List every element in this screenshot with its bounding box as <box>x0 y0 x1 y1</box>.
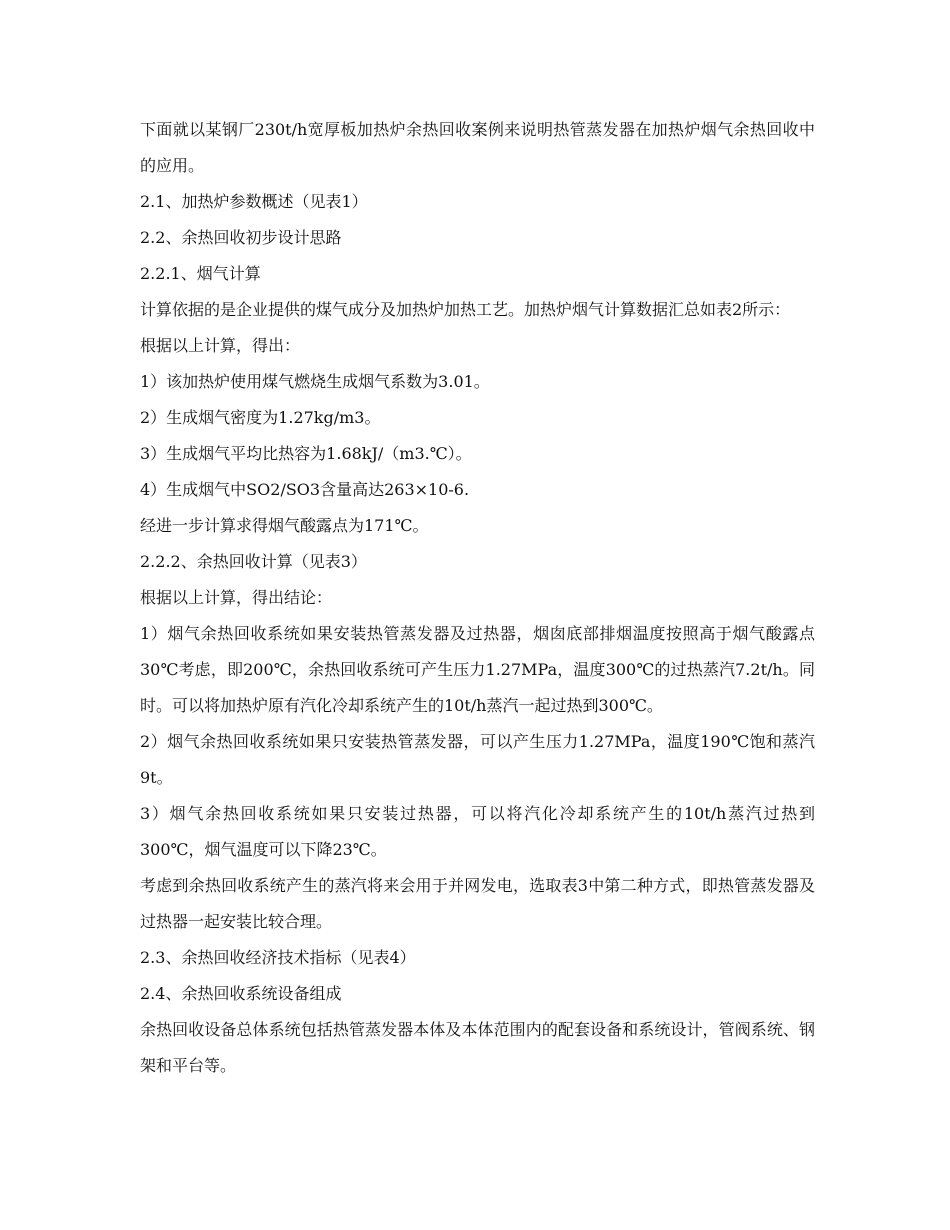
section-heading-2-3: 2.3、余热回收经济技术指标（见表4） <box>140 948 416 967</box>
selection-paragraph: 考虑到余热回收系统产生的蒸汽将来会用于并网发电，选取表3中第二种方式，即热管蒸发器及过热器一起安装比较合理。 <box>140 876 815 931</box>
equipment-paragraph: 余热回收设备总体系统包括热管蒸发器本体及本体范围内的配套设备和系统设计，管阀系统、钢架和平台等。 <box>140 1020 815 1075</box>
document-body <box>140 112 815 1084</box>
conclusion-item-2: 2）烟气余热回收系统如果只安装热管蒸发器，可以产生压力1.27MPa，温度190℃饱和蒸汽9t。 <box>140 732 815 787</box>
dew-point-paragraph: 经进一步计算求得烟气酸露点为171℃。 <box>140 516 429 535</box>
result-item-1: 1）该加热炉使用煤气燃烧生成烟气系数为3.01。 <box>140 372 490 391</box>
section-heading-2-2: 2.2、余热回收初步设计思路 <box>140 228 342 247</box>
result-item-3: 3）生成烟气平均比热容为1.68kJ/（m3.℃）。 <box>140 444 472 463</box>
conclusion-item-1: 1）烟气余热回收系统如果安装热管蒸发器及过热器，烟囱底部排烟温度按照高于烟气酸露点30℃考虑，即200℃，余热回收系统可产生压力1.27MPa，温度300℃的过热蒸汽7.2t/h。同时。可以将加热炉原有汽化冷却系统产生的10t/h蒸汽一起过热到300℃。 <box>140 624 815 715</box>
section-heading-2-1: 2.1、加热炉参数概述（见表1） <box>140 192 368 211</box>
conclusion-item-3: 3）烟气余热回收系统如果只安装过热器，可以将汽化冷却系统产生的10t/h蒸汽过热到300℃，烟气温度可以下降23℃。 <box>140 804 815 859</box>
intro-paragraph: 下面就以某钢厂230t/h宽厚板加热炉余热回收案例来说明热管蒸发器在加热炉烟气余热回收中的应用。 <box>140 120 815 175</box>
result-item-4: 4）生成烟气中SO2/SO3含量高达263×10-6. <box>140 480 470 499</box>
section-heading-2-4: 2.4、余热回收系统设备组成 <box>140 984 342 1003</box>
calculation-basis-paragraph: 计算依据的是企业提供的煤气成分及加热炉加热工艺。加热炉烟气计算数据汇总如表2所示： <box>140 300 791 319</box>
conclusion-intro-paragraph: 根据以上计算，得出结论： <box>140 588 333 607</box>
section-heading-2-2-1: 2.2.1、烟气计算 <box>140 264 261 283</box>
results-intro-paragraph: 根据以上计算，得出： <box>140 336 301 355</box>
result-item-2: 2）生成烟气密度为1.27kg/m3。 <box>140 408 381 427</box>
section-heading-2-2-2: 2.2.2、余热回收计算（见表3） <box>140 552 367 571</box>
